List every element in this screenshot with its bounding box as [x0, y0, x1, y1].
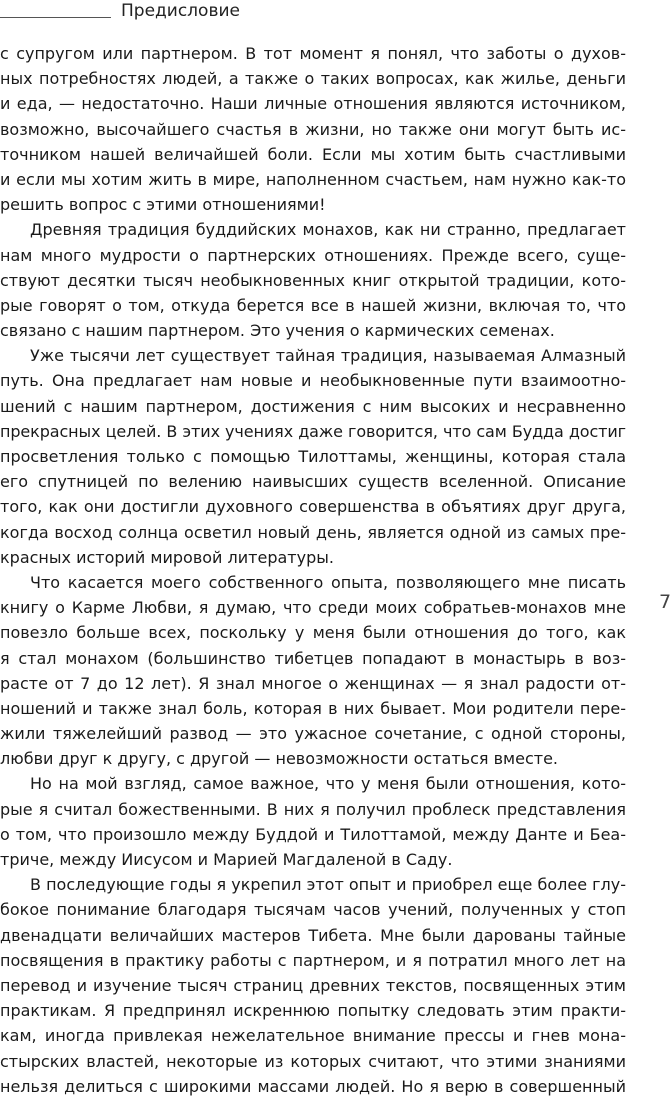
text-line: В последующие годы я укрепил этот опыт и приобрел еще более глу- [30, 875, 626, 895]
text-line: расте от 7 до 12 лет). Я знал многое о женщинах — я знал радости от- [0, 673, 626, 693]
text-line: и еда, — недостаточно. Наши личные отношения являются источником, [0, 94, 626, 114]
text-line: прекрасных целей. В этих учениях даже говорится, что сам Будда достиг [0, 421, 626, 441]
text-line: решить вопрос с этими отношениями! [0, 195, 326, 215]
text-line: когда восход солнца осветил новый день, является одной из самых пре- [0, 522, 626, 542]
text-line: нельзя делиться с широкими массами людей. Но я верю в совершенный [0, 1076, 626, 1096]
text-line: просветления только с помощью Тилоттамы, женщины, которая стала [0, 447, 626, 466]
text-line: того, как они достигли духовного совершенства в объятиях друг друга, [0, 497, 626, 517]
text-line: ных потребностях людей, а также о таких вопросах, как жилье, деньги [0, 69, 626, 89]
text-line: возможно, высочайшего счастья в жизни, но также они могут быть ис- [0, 119, 626, 139]
text-line: рые я считал божественными. В них я получил проблеск представления [0, 799, 626, 819]
text-line: практикам. Я предпринял искреннюю попытку следовать этим практи- [0, 1001, 626, 1021]
text-line: стырских властей, некоторые из которых считают, что этими знаниями [0, 1051, 626, 1071]
header-rule [0, 17, 111, 18]
text-line: и если мы хотим жить в мире, наполненном счастьем, нам нужно как-то [0, 169, 626, 189]
text-line: рые говорят о том, откуда берется все в нашей жизни, включая то, что [0, 295, 626, 315]
text-line: Уже тысячи лет существует тайная традиция, называемая Алмазный [30, 346, 626, 366]
text-line: Что касается моего собственного опыта, позволяющего мне писать [30, 572, 626, 592]
running-head: Предисловие [121, 1, 240, 21]
text-line: его спутницей по велению наивысших существ вселенной. Описание [0, 472, 626, 492]
text-line: посвящения в практику работы с партнером, и я потратил много лет на [0, 950, 626, 970]
page-number: 7 [659, 591, 672, 613]
text-line: жили тяжелейший развод — это ужасное сочетание, с одной стороны, [0, 724, 626, 744]
text-line: связано с нашим партнером. Это учения о кармических семенах. [0, 321, 555, 341]
text-line: книгу о Карме Любви, я думаю, что среди моих собратьев-монахов мне [0, 598, 626, 618]
text-line: Древняя традиция буддийских монахов, как ни странно, предлагает [30, 220, 626, 240]
text-line: любви друг к другу, с другой — невозможности остаться вместе. [0, 749, 558, 769]
text-line: бокое понимание благодаря тысячам часов учений, полученных у стоп [0, 900, 626, 920]
text-line: о том, что произошло между Буддой и Тилоттамой, между Данте и Беа- [0, 824, 626, 844]
text-line: с супругом или партнером. В тот момент я понял, что заботы о духов- [0, 44, 626, 63]
text-line: точником нашей величайшей боли. Если мы хотим быть счастливыми [0, 144, 626, 164]
text-line: триче, между Иисусом и Марией Магдаленой в Саду. [0, 850, 453, 869]
text-line: Но на мой взгляд, самое важное, что у меня были отношения, кото- [30, 774, 626, 794]
text-line: путь. Она предлагает нам новые и необыкновенные пути взаимоотно- [0, 371, 626, 391]
text-line: перевод и изучение тысяч страниц древних текстов, посвященных этим [0, 975, 626, 995]
text-line: ствуют десятки тысяч необыкновенных книг открытой традиции, кото- [0, 270, 626, 290]
text-line: кам, иногда привлекая нежелательное внимание прессы и гнев мона- [0, 1026, 626, 1046]
text-line: ношений и также знал боль, которая в них бывает. Мои родители пере- [0, 698, 626, 718]
body-text [0, 41, 626, 1099]
text-line: двенадцати величайших мастеров Тибета. Мне были дарованы тайные [0, 925, 626, 945]
text-line: красных историй мировой литературы. [0, 547, 334, 567]
text-line: нам много мудрости о партнерских отношениях. Прежде всего, суще- [0, 245, 626, 265]
text-line: шений с нашим партнером, достижения с ним высоких и несравненно [0, 396, 626, 416]
text-line: я стал монахом (большинство тибетцев попадают в монастырь в воз- [0, 648, 626, 668]
text-line: повезло больше всех, поскольку у меня были отношения до того, как [0, 623, 626, 643]
